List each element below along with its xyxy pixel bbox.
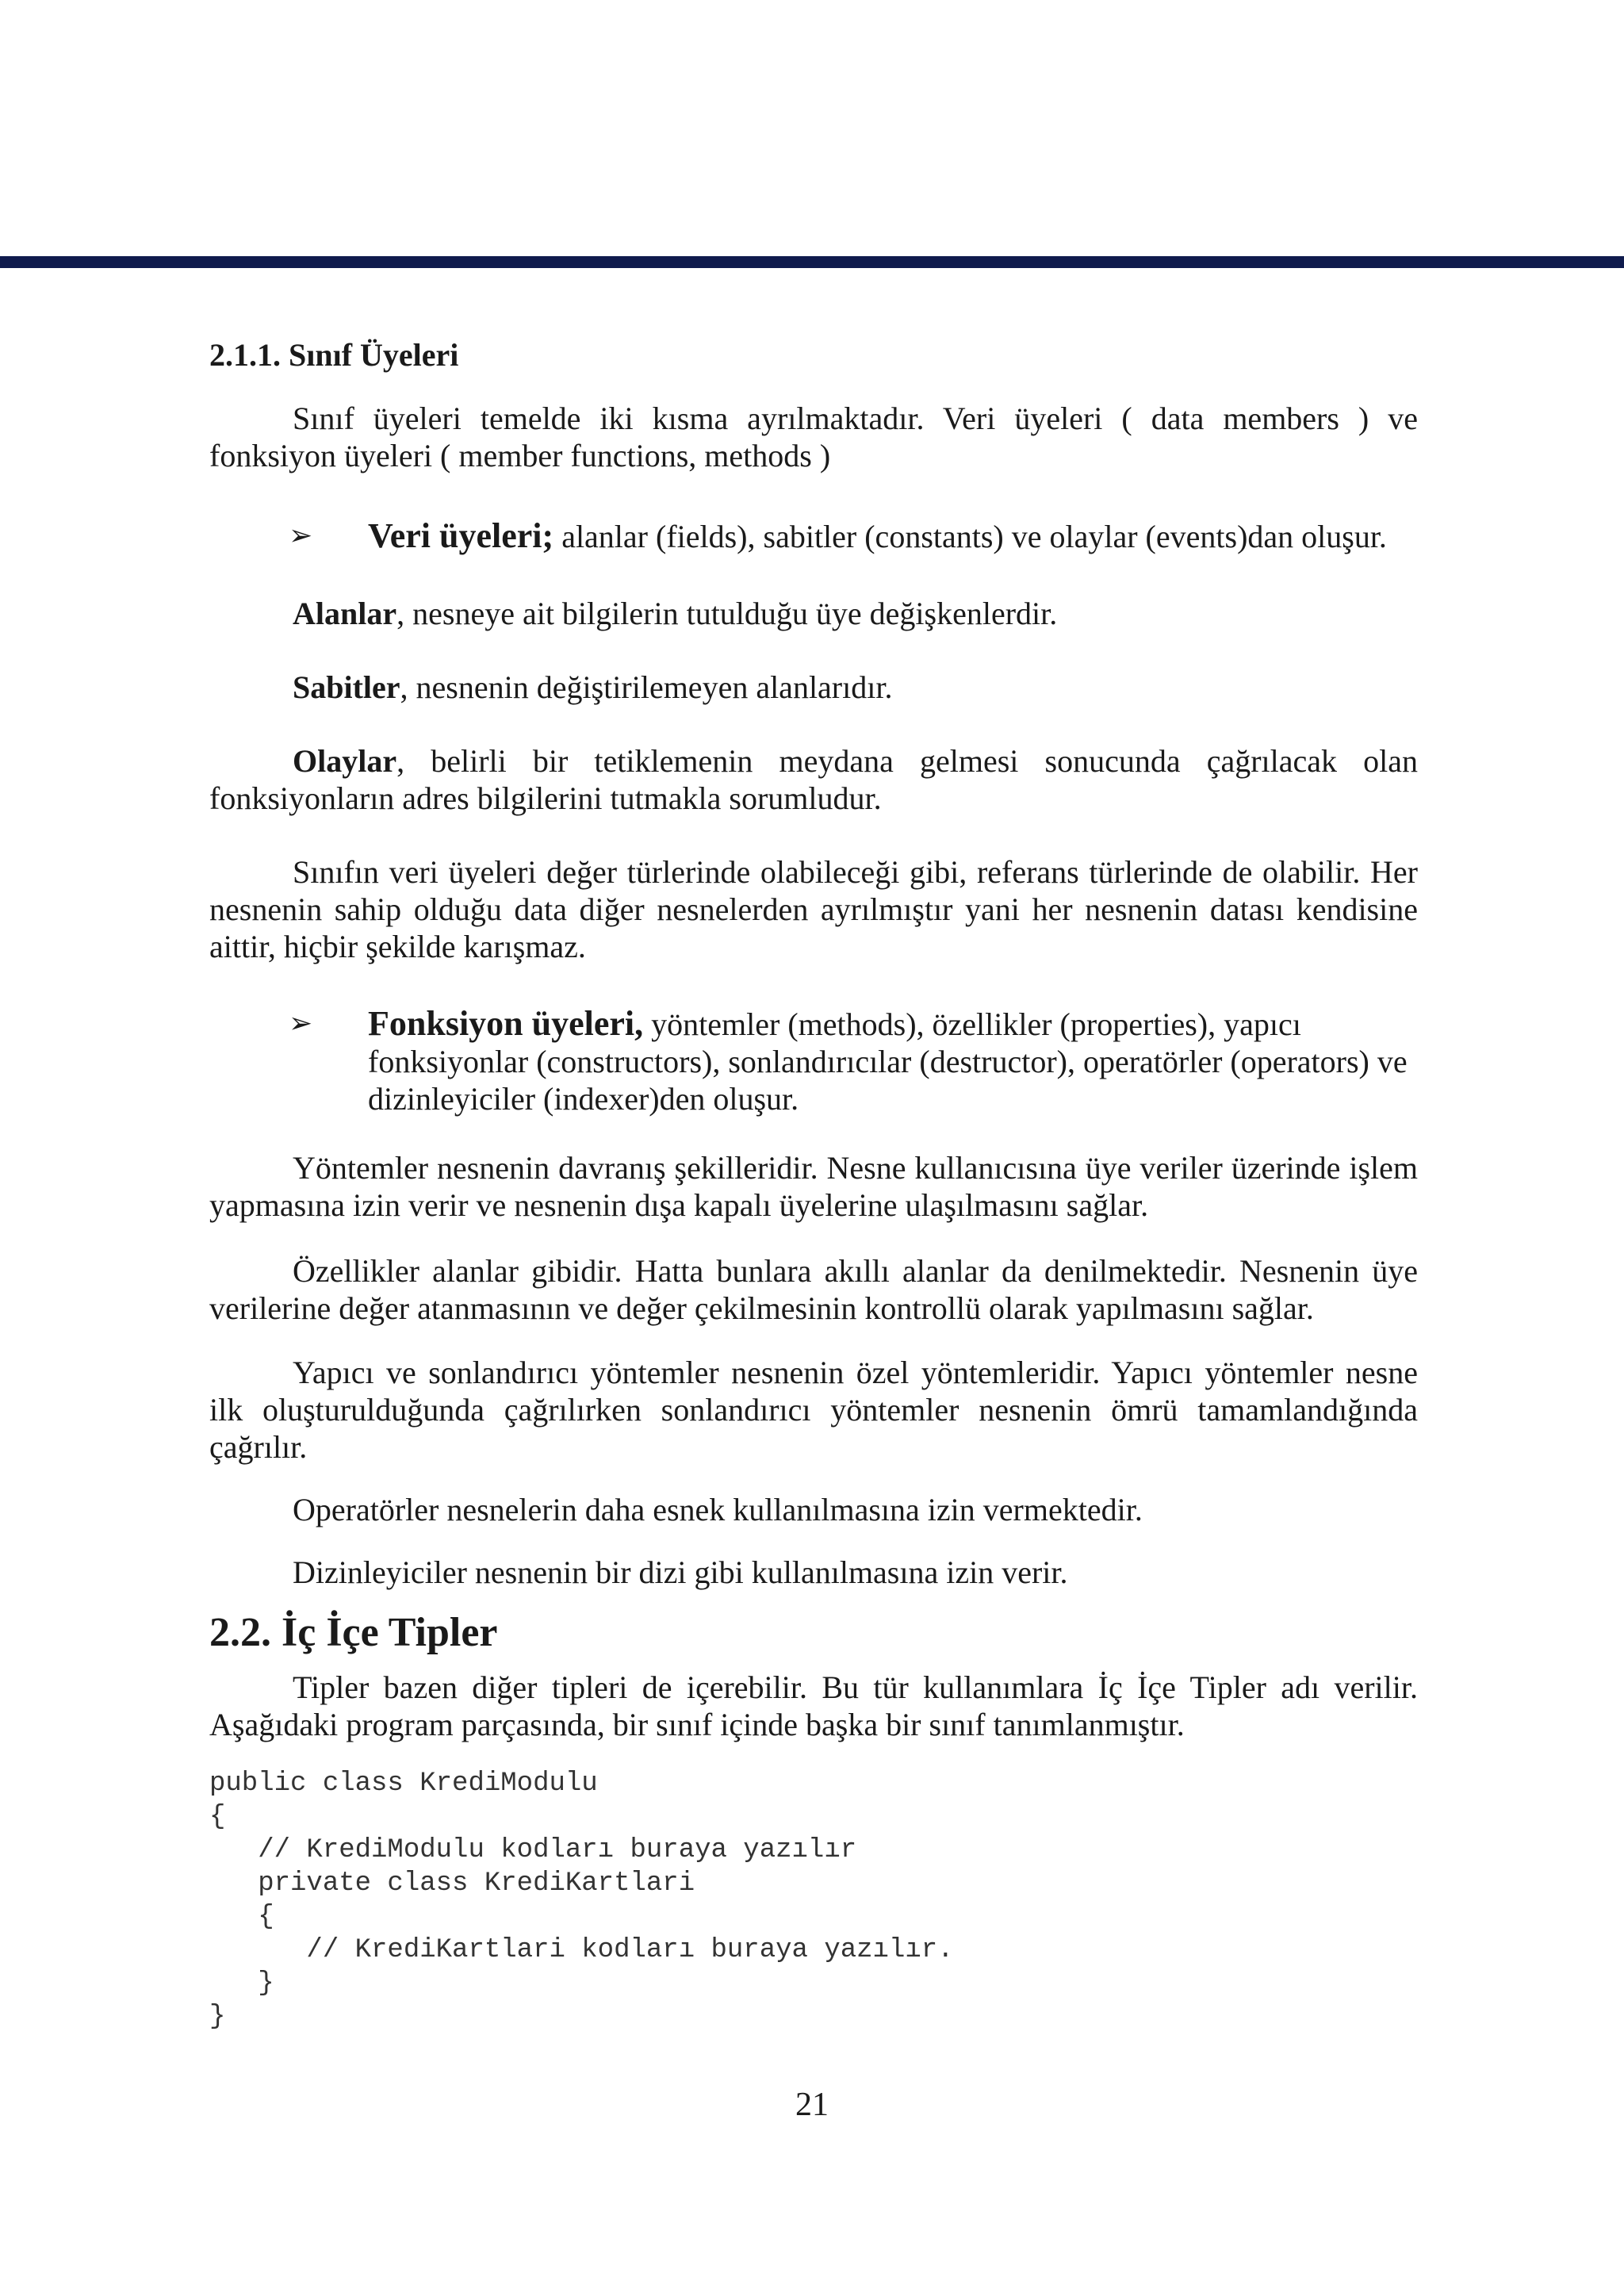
ic-ice-tipler-paragraph: Tipler bazen diğer tipleri de içerebilir. Bu tür kullanımlara İç İçe Tipler adı verilir. Aşağıdaki program parçasında, bir sınıf içinde başka bir sınıf tanımlanmıştır. [209,1669,1418,1742]
veri-uyeleri-paragraph: Sınıfın veri üyeleri değer türlerinde olabileceği gibi, referans türlerinde de olabilir. Her nesnenin sahip olduğu data diğer nesnelerden ayrılmıştır yani her nesnenin datası kendisine aittir, hiçbir şekilde karışmaz. [209,854,1418,964]
bullet-function-members [209,1005,1418,1117]
alanlar-paragraph [209,595,1418,632]
bullet-lead: Fonksiyon üyeleri, [368,1004,644,1043]
arrow-bullet-icon: ➢ [289,519,313,552]
dizinleyiciler-paragraph: Dizinleyiciler nesnenin bir dizi gibi kullanılmasına izin verir. [293,1554,1068,1590]
sabitler-paragraph [209,669,1418,706]
term: Sabitler [293,669,400,705]
term: Alanlar [293,596,397,631]
arrow-bullet-icon: ➢ [289,1007,313,1040]
bullet-data-members [209,517,1418,555]
ozellikler-paragraph: Özellikler alanlar gibidir. Hatta bunlara akıllı alanlar da denilmektedir. Nesnenin üye verilerine değer atanmasının ve değer çekilmesinin kontrollü olarak yapılmasını sağlar. [209,1253,1418,1326]
page-content [209,332,1418,2033]
bullet-text: yöntemler (methods), özellikler (properties), yapıcı fonksiyonlar (constructors), sonlandırıcılar (destructor), operatörler (operators) ve dizinleyiciler (indexer)den oluşur. [368,1006,1408,1117]
header-rule [0,256,1624,268]
olaylar-paragraph [209,742,1418,817]
term: Olaylar [293,743,397,779]
yapici-paragraph: Yapıcı ve sonlandırıcı yöntemler nesnenin özel yöntemleridir. Yapıcı yöntemler nesne ilk oluşturulduğunda çağrılırken sonlandırıcı yöntemler nesnenin ömrü tamamlandığında çağrılır. [209,1355,1418,1465]
definition: , nesnenin değiştirilemeyen alanlarıdır. [400,669,893,705]
bullet-lead: Veri üyeleri; [368,516,554,555]
yontemler-paragraph: Yöntemler nesnenin davranış şekilleridir. Nesne kullanıcısına üye veriler üzerinde işlem yapmasına izin verir ve nesnenin dışa kapalı üyelerine ulaşılmasını sağlar. [209,1150,1418,1223]
section-title: 2.1.1. Sınıf Üyeleri [209,337,459,373]
intro-paragraph: Sınıf üyeleri temelde iki kısma ayrılmaktadır. Veri üyeleri ( data members ) ve fonksiyon üyeleri ( member functions, methods ) [209,401,1418,473]
bullet-text: alanlar (fields), sabitler (constants) ve olaylar (events)dan oluşur. [553,519,1387,554]
page-number: 21 [795,2087,829,2123]
operatorler-paragraph: Operatörler nesnelerin daha esnek kullanılmasına izin vermektedir. [293,1492,1143,1527]
section2-title: 2.2. İç İçe Tipler [209,1610,498,1655]
definition: , belirli bir tetiklemenin meydana gelmesi sonucunda çağrılacak olan fonksiyonların adres bilgilerini tutmakla sorumludur. [209,743,1418,816]
code-block: public class KrediModulu { // KrediModulu kodları buraya yazılır private class KrediKartlari { // KrediKartlari kodları buraya yazılır. } } [209,1769,954,2032]
definition: , nesneye ait bilgilerin tutulduğu üye değişkenlerdir. [396,596,1058,631]
